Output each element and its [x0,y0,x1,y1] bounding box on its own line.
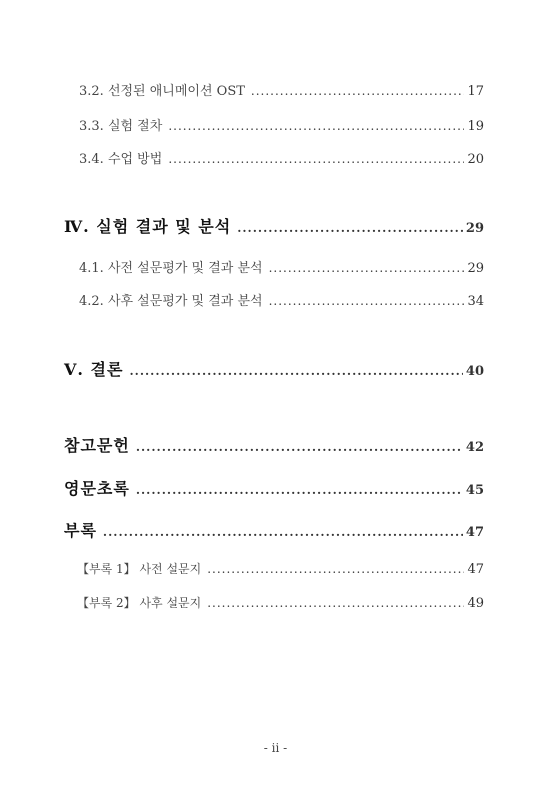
toc-page-number: 19 [467,119,484,134]
toc-leader-dots [129,364,462,378]
toc-entry-label: 【부록 1】 사전 설문지 [77,562,202,576]
toc-page-number: 34 [467,294,484,309]
toc-references[interactable] [64,433,484,456]
toc-leader-dots [237,221,463,235]
page-footer-number: - ii - [263,741,288,755]
toc-page-number: 49 [467,596,484,611]
toc-page-number: 47 [467,562,484,577]
toc-entry-4-1[interactable] [79,257,484,276]
toc-appendix[interactable] [64,518,484,541]
toc-page-number: 20 [467,152,484,167]
toc-entry-3-2[interactable] [79,80,484,99]
toc-entry-label: 3.2. 선정된 애니메이션 OST [79,84,245,99]
toc-leader-dots [168,152,464,166]
toc-appendix-1[interactable] [77,560,484,577]
toc-chapter-4[interactable] [64,214,484,237]
toc-page-number: 29 [467,261,484,276]
toc-chapter-label: Ⅳ. 실험 결과 및 분석 [64,217,232,236]
toc-entry-4-2[interactable] [79,290,484,309]
toc-leader-dots [103,525,463,539]
toc-entry-label: 3.3. 실험 절차 [79,119,163,134]
toc-chapter-5[interactable] [64,357,484,380]
toc-leader-dots [269,294,465,308]
toc-leader-dots [168,119,464,133]
toc-leader-dots [251,84,465,98]
toc-entry-3-4[interactable] [79,148,484,167]
toc-leader-dots [207,562,464,576]
toc-abstract[interactable] [64,476,484,499]
toc-chapter-label: 부록 [64,521,97,540]
toc-appendix-2[interactable] [77,594,484,611]
toc-page-number: 40 [465,364,484,379]
toc-chapter-label: 영문초록 [64,479,130,498]
toc-page-number: 17 [467,84,484,99]
toc-chapter-label: Ⅴ. 결론 [64,360,124,379]
toc-page-number: 47 [465,525,484,540]
toc-entry-label: 4.2. 사후 설문평가 및 결과 분석 [79,294,263,309]
toc-page-number: 45 [465,483,484,498]
toc-entry-label: 3.4. 수업 방법 [79,152,163,167]
toc-page-number: 42 [465,440,484,455]
toc-leader-dots [269,261,465,275]
toc-leader-dots [136,483,463,497]
toc-leader-dots [207,596,464,610]
toc-chapter-label: 참고문헌 [64,436,130,455]
toc-entry-label: 4.1. 사전 설문평가 및 결과 분석 [79,261,263,276]
toc-leader-dots [136,440,463,454]
toc-page-number: 29 [465,221,484,236]
toc-entry-label: 【부록 2】 사후 설문지 [77,596,202,610]
toc-entry-3-3[interactable] [79,115,484,134]
